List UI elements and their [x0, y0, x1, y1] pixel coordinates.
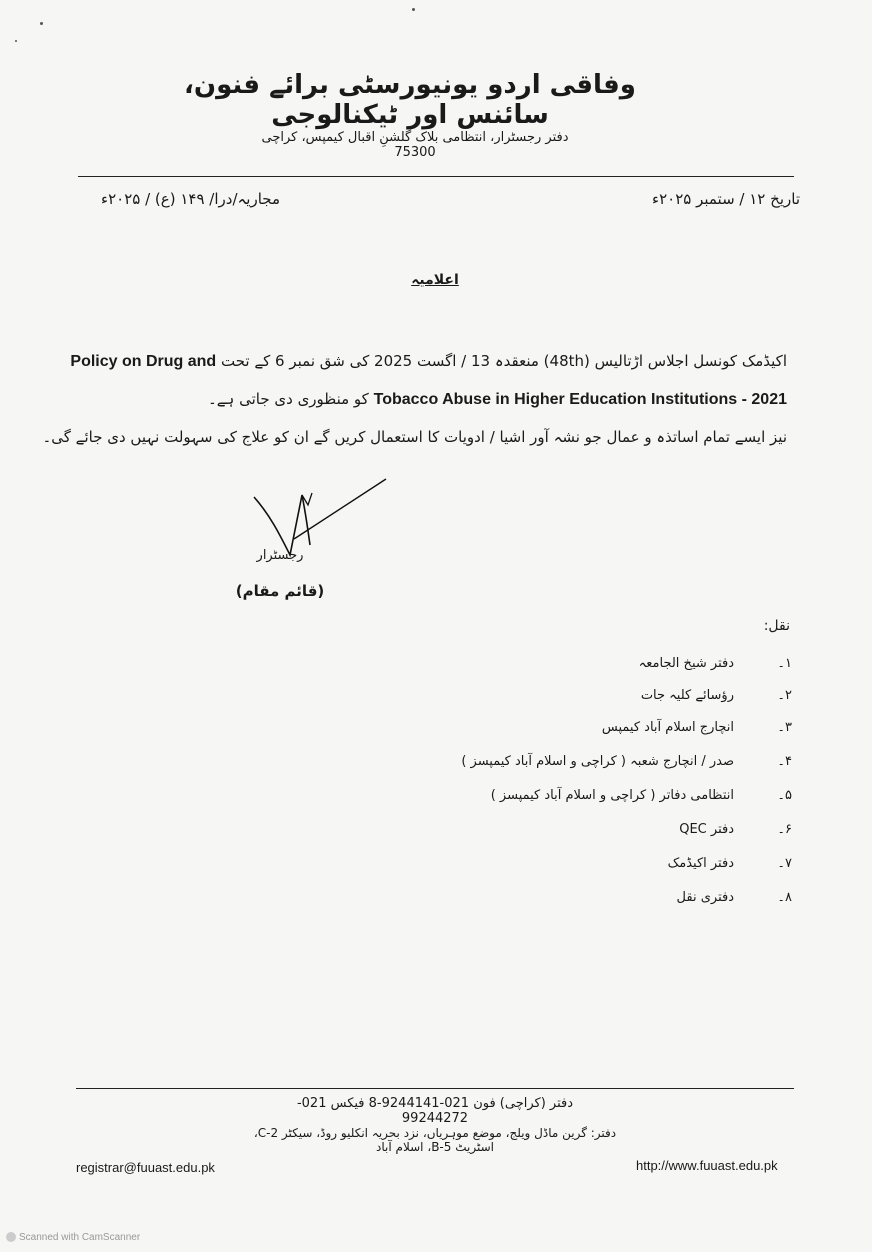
copy-item-number: ۵۔: [777, 788, 792, 803]
notice-line-1: [70, 352, 787, 371]
copy-item-number: ۸۔: [777, 890, 792, 905]
copy-item-number: ۲۔: [777, 688, 792, 703]
scan-speck: [40, 22, 43, 25]
footer-phone-fax: دفتر (کراچی) فون 021-9244141-8 فیکس 021-99244272: [296, 1096, 574, 1126]
policy-name-part-1: Policy on Drug and: [70, 353, 217, 370]
copy-item: [492, 656, 792, 680]
copy-item: [492, 720, 792, 744]
copy-item: [492, 890, 792, 914]
copy-item: [492, 788, 792, 812]
copy-item: [492, 822, 792, 846]
copy-to-label: نقل:: [763, 618, 790, 634]
notice-line-3: نیز ایسے تمام اساتذہ و عمال جو نشہ آور اشیا / ادویات کا استعمال کریں گے ان کو علاج کی سہولت نہیں دی جائے گی۔: [42, 428, 787, 446]
scan-speck: [412, 8, 415, 11]
university-name: وفاقی اردو یونیورسٹی برائے فنون، سائنس اور ٹیکنالوجی: [184, 70, 636, 130]
scanner-watermark-text: Scanned with CamScanner: [19, 1232, 141, 1243]
reference-number: مجاریہ/درا/ ۱۴۹ (ع) / ۲۰۲۵ء: [101, 190, 280, 208]
copy-item: [492, 688, 792, 712]
copy-item-text: دفتر اکیڈمک: [667, 856, 734, 871]
scan-speck: [15, 40, 17, 42]
copy-item-text: انتظامی دفاتر ( کراچی و اسلام آباد کیمپسز ): [490, 788, 734, 803]
email-link[interactable]: registrar@fuuast.edu.pk: [76, 1160, 215, 1175]
signatory-role: رجسٹرار: [256, 548, 304, 563]
copy-item-text: رؤسائے کلیہ جات: [640, 688, 734, 703]
scanner-watermark: [6, 1232, 140, 1243]
office-address: دفتر رجسٹرار، انتظامی بلاک گلشنِ اقبال کیمپس، کراچی 75300: [261, 130, 569, 160]
footer-divider: [76, 1088, 794, 1089]
copy-item-number: ۶۔: [777, 822, 792, 837]
policy-name-part-2: Tobacco Abuse in Higher Education Institutions - 2021: [373, 391, 787, 408]
copy-item-text: دفتری نقل: [676, 890, 734, 905]
copy-item: [461, 754, 792, 778]
copy-item-text: دفتر QEC: [679, 822, 734, 837]
copy-item-text: انچارج اسلام آباد کیمپس: [601, 720, 734, 735]
copy-item-number: ۳۔: [777, 720, 792, 735]
website-link[interactable]: http://www.fuuast.edu.pk: [636, 1158, 778, 1173]
copy-item: [492, 856, 792, 880]
copy-item-text: صدر / انچارج شعبہ ( کراچی و اسلام آباد کیمپسز ): [461, 754, 734, 769]
notice-heading: اعلامیہ: [411, 272, 459, 288]
notice-line-2-urdu: کو منظوری دی جاتی ہے۔: [207, 390, 369, 408]
copy-item-number: ۴۔: [777, 754, 792, 769]
footer-address: دفتر: گرین ماڈل ویلج، موضع موہریاں، نزد بحریہ انکلیو روڈ، سیکٹر C-2، اسٹریٹ B-5، اسلام آباد: [253, 1126, 617, 1154]
date: تاریخ ۱۲ / ستمبر ۲۰۲۵ء: [652, 190, 800, 208]
camscanner-icon: [6, 1232, 16, 1242]
copy-item-number: ۱۔: [777, 656, 792, 671]
notice-line-2: [208, 390, 787, 409]
notice-line-1-urdu: اکیڈمک کونسل اجلاس اڑتالیس (48th) منعقدہ 13 / اگست 2025 کی شق نمبر 6 کے تحت: [220, 352, 787, 370]
header-divider: [78, 176, 794, 177]
signatory-title: (قائم مقام): [235, 582, 325, 600]
copy-item-number: ۷۔: [777, 856, 792, 871]
copy-item-text: دفتر شیخ الجامعہ: [638, 656, 734, 671]
